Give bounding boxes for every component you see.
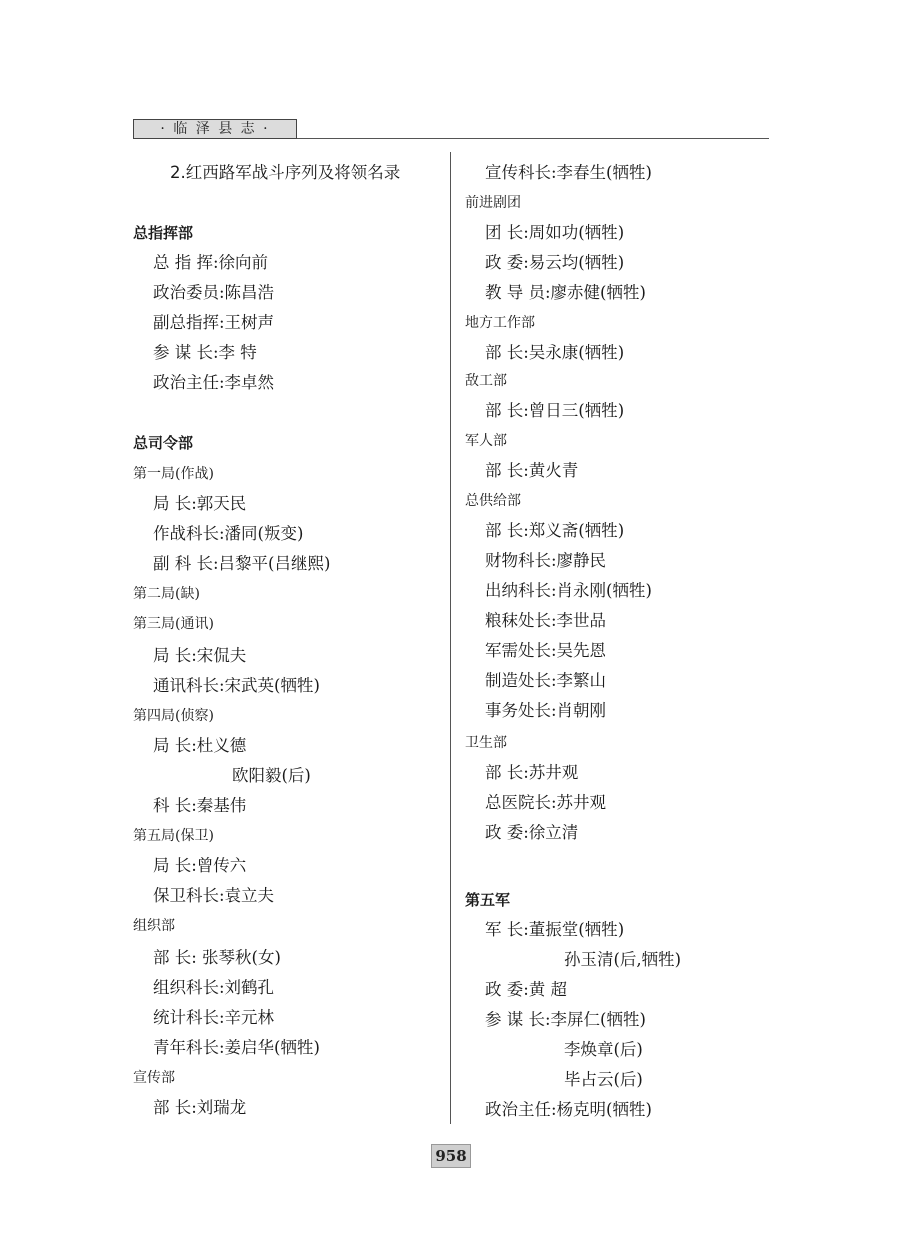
left-column-entry-line: 局 长:郭天民	[153, 494, 247, 513]
article-heading: 2.红西路军战斗序列及将领名录	[170, 163, 401, 182]
right-column-entry-line: 团 长:周如功(牺牲)	[485, 223, 625, 242]
right-column-cont-line: 孙玉清(后,牺牲)	[564, 950, 682, 969]
left-column-section-line: 总指挥部	[133, 224, 194, 242]
right-column-sub-line: 地方工作部	[465, 315, 535, 331]
left-column-entry-line: 局 长:杜义德	[153, 736, 247, 755]
header-rule	[297, 138, 769, 139]
right-column-entry-line: 参 谋 长:李屏仁(牺牲)	[485, 1010, 646, 1029]
left-column-entry-line: 局 长:曾传六	[153, 856, 247, 875]
left-column-entry-line: 组织科长:刘鹤孔	[153, 978, 275, 997]
right-column-entry-line: 政 委:黄 超	[485, 980, 568, 999]
right-column-cont-line: 李焕章(后)	[564, 1040, 643, 1059]
right-column-entry-line: 宣传科长:李春生(牺牲)	[485, 163, 652, 182]
right-column-entry-line: 军 长:董振堂(牺牲)	[485, 920, 625, 939]
left-column-entry-line: 统计科长:辛元林	[153, 1008, 275, 1027]
right-column-entry-line: 军需处长:吴先恩	[485, 641, 607, 660]
book-title-header: · 临 泽 县 志 ·	[133, 119, 297, 139]
left-column-entry-line: 部 长: 张琴秋(女)	[153, 948, 281, 967]
left-column-entry-line: 青年科长:姜启华(牺牲)	[153, 1038, 320, 1057]
left-column-sub-line: 第三局(通讯)	[133, 616, 214, 632]
left-column-sub-line: 第一局(作战)	[133, 466, 214, 482]
right-column-sub-line: 卫生部	[465, 735, 507, 751]
right-column-entry-line: 政 委:徐立清	[485, 823, 579, 842]
right-column-entry-line: 政治主任:杨克明(牺牲)	[485, 1100, 652, 1119]
right-column-entry-line: 制造处长:李繁山	[485, 671, 607, 690]
left-column-cont-line: 欧阳毅(后)	[232, 766, 311, 785]
left-column-entry-line: 总 指 挥:徐向前	[153, 253, 269, 272]
left-column-entry-line: 作战科长:潘同(叛变)	[153, 524, 304, 543]
right-column-entry-line: 财物科长:廖静民	[485, 551, 607, 570]
right-column-entry-line: 出纳科长:肖永刚(牺牲)	[485, 581, 652, 600]
left-column-section-line: 总司令部	[133, 434, 194, 452]
page-number: 958	[431, 1144, 471, 1168]
left-column-sub-line: 第二局(缺)	[133, 586, 200, 602]
left-column-sub-line: 组织部	[133, 918, 175, 934]
left-column-entry-line: 副 科 长:吕黎平(吕继熙)	[153, 554, 331, 573]
right-column-sub-line: 总供给部	[465, 493, 521, 509]
left-column-entry-line: 部 长:刘瑞龙	[153, 1098, 247, 1117]
right-column-entry-line: 部 长:曾日三(牺牲)	[485, 401, 625, 420]
left-column-entry-line: 副总指挥:王树声	[153, 313, 275, 332]
right-column-sub-line: 敌工部	[465, 373, 507, 389]
right-column-entry-line: 事务处长:肖朝刚	[485, 701, 607, 720]
column-divider	[450, 152, 451, 1124]
left-column-entry-line: 参 谋 长:李 特	[153, 343, 257, 362]
left-column-entry-line: 局 长:宋侃夫	[153, 646, 247, 665]
right-column-entry-line: 部 长:郑义斋(牺牲)	[485, 521, 625, 540]
left-column-entry-line: 政治主任:李卓然	[153, 373, 275, 392]
right-column-section-line: 第五军	[465, 891, 511, 909]
right-column-sub-line: 军人部	[465, 433, 507, 449]
left-column-entry-line: 科 长:秦基伟	[153, 796, 247, 815]
right-column-entry-line: 部 长:吴永康(牺牲)	[485, 343, 625, 362]
right-column-entry-line: 总医院长:苏井观	[485, 793, 607, 812]
left-column-sub-line: 第五局(保卫)	[133, 828, 214, 844]
right-column-entry-line: 部 长:苏井观	[485, 763, 579, 782]
right-column-cont-line: 毕占云(后)	[564, 1070, 643, 1089]
left-column-entry-line: 保卫科长:袁立夫	[153, 886, 275, 905]
right-column-entry-line: 粮秣处长:李世品	[485, 611, 607, 630]
right-column-entry-line: 政 委:易云均(牺牲)	[485, 253, 625, 272]
right-column-entry-line: 教 导 员:廖赤健(牺牲)	[485, 283, 646, 302]
left-column-sub-line: 宣传部	[133, 1070, 175, 1086]
left-column-entry-line: 政治委员:陈昌浩	[153, 283, 275, 302]
right-column-entry-line: 部 长:黄火青	[485, 461, 579, 480]
left-column-sub-line: 第四局(侦察)	[133, 708, 214, 724]
right-column-sub-line: 前进剧团	[465, 195, 521, 211]
left-column-entry-line: 通讯科长:宋武英(牺牲)	[153, 676, 320, 695]
